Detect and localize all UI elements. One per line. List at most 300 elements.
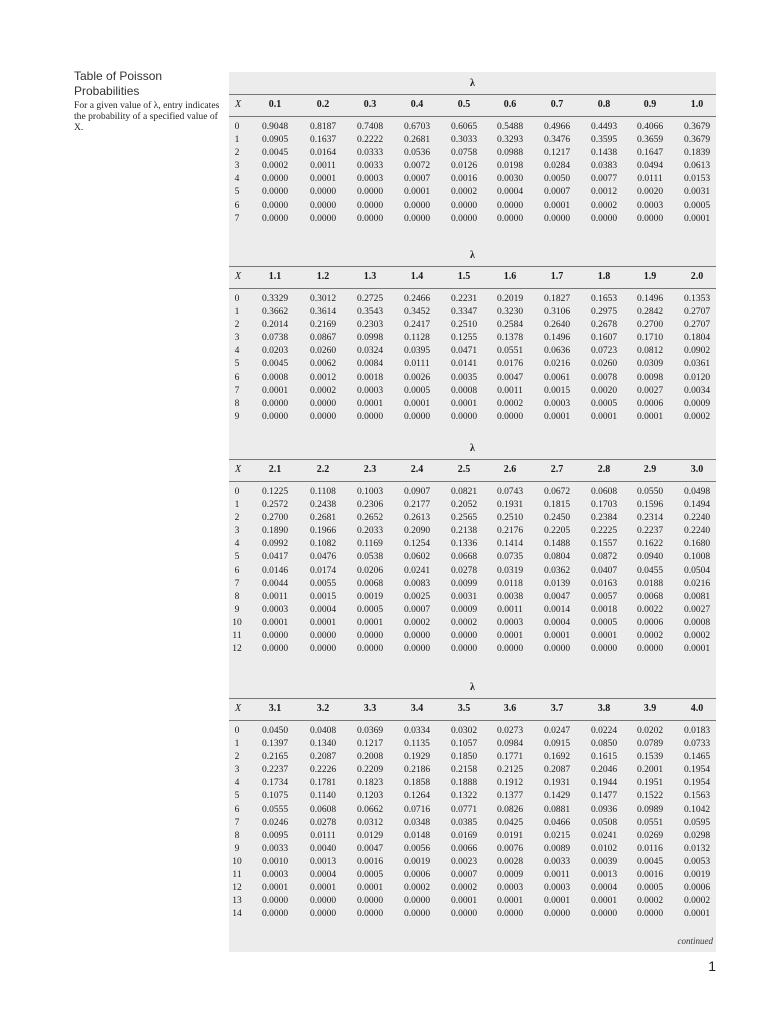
table-row — [229, 135, 716, 148]
page-number: 1 — [708, 958, 716, 974]
probability-cell: 0.0008 — [683, 617, 711, 628]
probability-cell: 0.0001 — [356, 617, 384, 628]
probability-cell: 0.0003 — [496, 617, 524, 628]
probability-cell: 0.0992 — [261, 539, 289, 550]
probability-cell: 0.0001 — [450, 896, 478, 907]
sidebar-caption — [74, 69, 224, 133]
probability-cell: 0.0466 — [543, 817, 571, 828]
probability-cell: 0.7408 — [356, 122, 384, 132]
lambda-column-header: 3.0 — [690, 464, 704, 475]
continued-note: continued — [677, 936, 713, 946]
lambda-column-header: 1.3 — [363, 271, 377, 282]
x-value-cell: 10 — [232, 617, 242, 628]
probability-cell: 0.1496 — [636, 294, 664, 304]
probability-cell: 0.2008 — [356, 752, 384, 763]
probability-cell: 0.1217 — [356, 739, 384, 750]
probability-cell: 0.0260 — [309, 346, 337, 357]
probability-cell: 0.0278 — [309, 817, 337, 828]
probability-cell: 0.0006 — [636, 398, 664, 409]
probability-cell: 0.0998 — [356, 333, 384, 344]
probability-cell: 0.1135 — [404, 739, 430, 750]
probability-cell: 0.0011 — [544, 870, 570, 881]
probability-cell: 0.0319 — [496, 565, 524, 576]
probability-cell: 0.1850 — [450, 752, 478, 763]
probability-cell: 0.0821 — [450, 487, 478, 497]
probability-cell: 0.0033 — [261, 843, 289, 854]
probability-cell: 0.1522 — [636, 791, 664, 802]
probability-cell: 0.0007 — [450, 870, 478, 881]
lambda-column-header: 3.7 — [550, 703, 564, 714]
probability-cell: 0.0940 — [636, 552, 664, 563]
probability-cell: 0.2237 — [261, 765, 289, 776]
probability-cell: 0.0298 — [683, 830, 711, 841]
probability-cell: 0.1703 — [590, 500, 618, 511]
probability-cell: 0.0907 — [403, 487, 431, 497]
probability-cell: 0.0002 — [590, 200, 618, 211]
probability-cell: 0.0001 — [683, 213, 711, 224]
header-row — [229, 698, 716, 721]
probability-cell: 0.0000 — [403, 200, 431, 211]
header-row — [229, 94, 716, 117]
probability-cell: 0.1477 — [590, 791, 618, 802]
probability-cell: 0.2510 — [496, 513, 524, 524]
probability-cell: 0.0098 — [636, 372, 664, 383]
probability-cell: 0.1397 — [261, 739, 289, 750]
probability-cell: 0.0056 — [403, 843, 431, 854]
probability-cell: 0.0000 — [496, 411, 524, 422]
x-value-cell: 7 — [234, 213, 240, 224]
probability-cell: 0.1057 — [450, 739, 478, 750]
probability-cell: 0.2087 — [543, 765, 571, 776]
probability-cell: 0.0001 — [356, 398, 384, 409]
probability-cell: 0.0247 — [543, 726, 571, 736]
table-row — [229, 513, 716, 526]
probability-cell: 0.0099 — [450, 578, 478, 589]
probability-cell: 0.0001 — [261, 617, 289, 628]
probability-cell: 0.1003 — [356, 487, 384, 497]
probability-cell: 0.0476 — [309, 552, 337, 563]
x-value-cell: 2 — [234, 752, 240, 763]
probability-cell: 0.2314 — [636, 513, 664, 524]
probability-cell: 0.0014 — [543, 604, 571, 615]
probability-cell: 0.2438 — [309, 500, 337, 511]
table-row — [229, 896, 716, 909]
x-value-cell: 9 — [234, 411, 240, 422]
probability-cell: 0.0804 — [543, 552, 571, 563]
probability-cell: 0.1931 — [543, 778, 571, 789]
probability-cell: 0.0758 — [450, 148, 478, 159]
probability-cell: 0.0000 — [403, 411, 431, 422]
probability-cell: 0.0000 — [590, 644, 618, 655]
probability-cell: 0.1539 — [636, 752, 664, 763]
probability-cell: 0.8187 — [309, 122, 337, 132]
probability-cell: 0.0174 — [309, 565, 337, 576]
probability-cell: 0.1954 — [683, 778, 711, 789]
probability-cell: 0.0361 — [683, 359, 711, 370]
probability-cell: 0.0771 — [450, 804, 478, 815]
table-row — [229, 818, 716, 831]
probability-cell: 0.0022 — [636, 604, 664, 615]
probability-cell: 0.0008 — [450, 385, 478, 396]
probability-cell: 0.2052 — [450, 500, 478, 511]
probability-cell: 0.0005 — [356, 870, 384, 881]
probability-cell: 0.0009 — [450, 604, 478, 615]
probability-cell: 0.0672 — [543, 487, 571, 497]
x-value-cell: 11 — [232, 631, 242, 642]
probability-cell: 0.0905 — [261, 135, 289, 146]
probability-cell: 0.3595 — [590, 135, 618, 146]
probability-cell: 0.0004 — [309, 870, 337, 881]
probability-cell: 0.0203 — [261, 346, 289, 357]
probability-cell: 0.0030 — [496, 174, 524, 185]
table-row — [229, 333, 716, 346]
probability-cell: 0.1710 — [636, 333, 664, 344]
probability-cell: 0.0026 — [403, 372, 431, 383]
probability-cell: 0.0012 — [309, 372, 337, 383]
probability-cell: 0.0068 — [636, 591, 664, 602]
probability-cell: 0.0595 — [683, 817, 711, 828]
probability-cell: 0.0000 — [450, 909, 478, 920]
probability-cell: 0.0139 — [543, 578, 571, 589]
probability-cell: 0.0988 — [496, 148, 524, 159]
probability-cell: 0.6703 — [403, 122, 431, 132]
probability-cell: 0.0141 — [450, 359, 478, 370]
probability-cell: 0.0003 — [356, 385, 384, 396]
probability-cell: 0.0001 — [356, 883, 384, 894]
probability-cell: 0.0000 — [356, 896, 384, 907]
lambda-column-header: 3.6 — [503, 703, 517, 714]
probability-cell: 0.1622 — [636, 539, 664, 550]
probability-cell: 0.0001 — [543, 896, 571, 907]
probability-cell: 0.0004 — [309, 604, 337, 615]
probability-cell: 0.0002 — [636, 896, 664, 907]
table-row — [229, 870, 716, 883]
probability-cell: 0.0019 — [356, 591, 384, 602]
probability-cell: 0.0000 — [450, 644, 478, 655]
probability-cell: 0.1647 — [636, 148, 664, 159]
probability-cell: 0.2165 — [261, 752, 289, 763]
probability-cell: 0.0164 — [309, 148, 337, 159]
probability-cell: 0.1140 — [310, 791, 336, 802]
probability-cell: 0.2033 — [356, 526, 384, 537]
x-value-cell: 0 — [234, 294, 240, 304]
probability-cell: 0.2205 — [543, 526, 571, 537]
probability-cell: 0.0083 — [403, 578, 431, 589]
probability-cell: 0.1653 — [590, 294, 618, 304]
lambda-symbol: λ — [470, 443, 475, 454]
lambda-column-header: 2.2 — [316, 464, 330, 475]
lambda-column-header: 2.0 — [690, 271, 704, 282]
probability-cell: 0.0002 — [261, 161, 289, 172]
probability-cell: 0.0000 — [590, 213, 618, 224]
probability-cell: 0.0020 — [636, 187, 664, 198]
probability-cell: 0.0025 — [403, 591, 431, 602]
probability-cell: 0.1951 — [636, 778, 664, 789]
table-row — [229, 752, 716, 765]
probability-cell: 0.0202 — [636, 726, 664, 736]
probability-cell: 0.0011 — [262, 591, 288, 602]
probability-cell: 0.2466 — [403, 294, 431, 304]
table-row — [229, 320, 716, 333]
lambda-symbol: λ — [470, 682, 475, 693]
probability-cell: 0.1429 — [543, 791, 571, 802]
probability-cell: 0.1804 — [683, 333, 711, 344]
x-value-cell: 9 — [234, 604, 240, 615]
table-row — [229, 552, 716, 565]
x-value-cell: 6 — [234, 200, 240, 211]
probability-cell: 0.0450 — [261, 726, 289, 736]
probability-cell: 0.1465 — [683, 752, 711, 763]
probability-cell: 0.2681 — [309, 513, 337, 524]
probability-cell: 0.1217 — [543, 148, 571, 159]
probability-cell: 0.0002 — [683, 896, 711, 907]
probability-cell: 0.0002 — [496, 398, 524, 409]
probability-cell: 0.0045 — [636, 856, 664, 867]
probability-cell: 0.0000 — [543, 644, 571, 655]
probability-cell: 0.3347 — [450, 307, 478, 318]
probability-cell: 0.1377 — [496, 791, 524, 802]
probability-cell: 0.1596 — [636, 500, 664, 511]
probability-cell: 0.0001 — [496, 631, 524, 642]
probability-cell: 0.4493 — [590, 122, 618, 132]
probability-cell: 0.0016 — [450, 174, 478, 185]
probability-cell: 0.2725 — [356, 294, 384, 304]
probability-cell: 0.0902 — [683, 346, 711, 357]
lambda-column-header: 2.1 — [268, 464, 282, 475]
table-row — [229, 739, 716, 752]
probability-cell: 0.0312 — [356, 817, 384, 828]
probability-cell: 0.0385 — [450, 817, 478, 828]
probability-cell: 0.0005 — [590, 617, 618, 628]
probability-cell: 0.0000 — [403, 644, 431, 655]
probability-cell: 0.1890 — [261, 526, 289, 537]
probability-cell: 0.0045 — [261, 148, 289, 159]
lambda-column-header: 0.9 — [643, 99, 657, 110]
x-value-cell: 6 — [234, 804, 240, 815]
probability-cell: 0.0006 — [403, 870, 431, 881]
probability-cell: 0.0146 — [261, 565, 289, 576]
probability-cell: 0.2158 — [450, 765, 478, 776]
x-value-cell: 3 — [234, 161, 240, 172]
probability-cell: 0.0011 — [497, 604, 523, 615]
lambda-column-header: 2.4 — [410, 464, 424, 475]
probability-cell: 0.0613 — [683, 161, 711, 172]
probability-cell: 0.2046 — [590, 765, 618, 776]
probability-cell: 0.0006 — [683, 883, 711, 894]
probability-cell: 0.0000 — [356, 200, 384, 211]
lambda-column-header: 1.7 — [550, 271, 564, 282]
probability-cell: 0.1734 — [261, 778, 289, 789]
probability-cell: 0.0078 — [590, 372, 618, 383]
probability-cell: 0.0055 — [309, 578, 337, 589]
probability-cell: 0.0001 — [543, 200, 571, 211]
table-row — [229, 566, 716, 579]
probability-cell: 0.1169 — [357, 539, 383, 550]
probability-cell: 0.0000 — [261, 213, 289, 224]
probability-cell: 0.4966 — [543, 122, 571, 132]
probability-cell: 0.1488 — [543, 539, 571, 550]
lambda-column-header: 3.2 — [316, 703, 330, 714]
probability-cell: 0.0302 — [450, 726, 478, 736]
probability-cell: 0.0743 — [496, 487, 524, 497]
table-row — [229, 539, 716, 552]
probability-cell: 0.1496 — [543, 333, 571, 344]
table-row — [229, 631, 716, 644]
probability-cell: 0.2222 — [356, 135, 384, 146]
table-row — [229, 161, 716, 174]
probability-cell: 0.0169 — [450, 830, 478, 841]
lambda-column-header: 1.2 — [316, 271, 330, 282]
lambda-column-header: 0.7 — [550, 99, 564, 110]
probability-cell: 0.0455 — [636, 565, 664, 576]
probability-cell: 0.0076 — [496, 843, 524, 854]
probability-cell: 0.0348 — [403, 817, 431, 828]
table-row — [229, 294, 716, 307]
probability-cell: 0.1108 — [310, 487, 336, 497]
probability-cell: 0.0072 — [403, 161, 431, 172]
probability-cell: 0.3452 — [403, 307, 431, 318]
probability-cell: 0.0081 — [683, 591, 711, 602]
probability-cell: 0.0111 — [310, 830, 336, 841]
probability-cell: 0.0005 — [590, 398, 618, 409]
probability-cell: 0.3106 — [543, 307, 571, 318]
probability-cell: 0.0062 — [309, 359, 337, 370]
probability-cell: 0.0000 — [496, 200, 524, 211]
lambda-column-header: 0.6 — [503, 99, 517, 110]
probability-cell: 0.2237 — [636, 526, 664, 537]
probability-cell: 0.0000 — [496, 644, 524, 655]
probability-cell: 0.0129 — [356, 830, 384, 841]
probability-cell: 0.0111 — [404, 359, 430, 370]
probability-cell: 0.1781 — [309, 778, 337, 789]
probability-cell: 0.1082 — [309, 539, 337, 550]
x-value-cell: 5 — [234, 552, 240, 563]
probability-cell: 0.1839 — [683, 148, 711, 159]
table-row — [229, 857, 716, 870]
probability-cell: 0.0471 — [450, 346, 478, 357]
probability-cell: 0.0002 — [450, 617, 478, 628]
probability-cell: 0.2090 — [403, 526, 431, 537]
probability-cell: 0.0034 — [683, 385, 711, 396]
x-value-cell: 5 — [234, 359, 240, 370]
table-row — [229, 605, 716, 618]
probability-cell: 0.0001 — [309, 174, 337, 185]
probability-cell: 0.0273 — [496, 726, 524, 736]
probability-cell: 0.1438 — [590, 148, 618, 159]
table-row — [229, 487, 716, 500]
probability-cell: 0.0215 — [543, 830, 571, 841]
probability-cell: 0.0936 — [590, 804, 618, 815]
probability-cell: 0.0118 — [497, 578, 523, 589]
probability-cell: 0.0000 — [356, 213, 384, 224]
probability-cell: 0.0028 — [496, 856, 524, 867]
probability-cell: 0.0000 — [309, 398, 337, 409]
probability-cell: 0.2975 — [590, 307, 618, 318]
probability-cell: 0.0000 — [261, 411, 289, 422]
probability-cell: 0.0040 — [309, 843, 337, 854]
probability-cell: 0.0504 — [683, 565, 711, 576]
probability-cell: 0.0278 — [450, 565, 478, 576]
probability-cell: 0.0000 — [309, 631, 337, 642]
table-row — [229, 618, 716, 631]
table-row — [229, 909, 716, 922]
probability-cell: 0.2014 — [261, 320, 289, 331]
probability-cell: 0.1912 — [496, 778, 524, 789]
probability-cell: 0.0050 — [543, 174, 571, 185]
table-row — [229, 148, 716, 161]
probability-cell: 0.0000 — [261, 187, 289, 198]
probability-cell: 0.0019 — [683, 870, 711, 881]
probability-cell: 0.0000 — [309, 213, 337, 224]
probability-cell: 0.0000 — [261, 200, 289, 211]
x-value-cell: 4 — [234, 174, 240, 185]
probability-cell: 0.0000 — [403, 896, 431, 907]
probability-cell: 0.1203 — [356, 791, 384, 802]
probability-cell: 0.0738 — [261, 333, 289, 344]
probability-cell: 0.0000 — [356, 411, 384, 422]
table-row — [229, 765, 716, 778]
probability-cell: 0.0000 — [636, 644, 664, 655]
probability-cell: 0.0001 — [683, 909, 711, 920]
probability-cell: 0.0001 — [683, 644, 711, 655]
probability-cell: 0.0061 — [543, 372, 571, 383]
probability-cell: 0.1827 — [543, 294, 571, 304]
lambda-column-header: 0.8 — [597, 99, 611, 110]
probability-cell: 0.0000 — [261, 174, 289, 185]
probability-cell: 0.1815 — [543, 500, 571, 511]
probability-cell: 0.1823 — [356, 778, 384, 789]
probability-cell: 0.2681 — [403, 135, 431, 146]
lambda-column-header: 1.0 — [690, 99, 704, 110]
probability-cell: 0.1557 — [590, 539, 618, 550]
probability-cell: 0.0038 — [496, 591, 524, 602]
x-value-cell: 6 — [234, 372, 240, 383]
probability-cell: 0.1944 — [590, 778, 618, 789]
probability-cell: 0.0608 — [309, 804, 337, 815]
probability-cell: 0.2700 — [636, 320, 664, 331]
probability-cell: 0.3662 — [261, 307, 289, 318]
probability-cell: 0.0000 — [403, 909, 431, 920]
probability-cell: 0.0812 — [636, 346, 664, 357]
probability-cell: 0.0000 — [496, 213, 524, 224]
probability-cell: 0.0031 — [450, 591, 478, 602]
probability-cell: 0.0000 — [309, 896, 337, 907]
probability-cell: 0.0004 — [590, 883, 618, 894]
probability-cell: 0.0206 — [356, 565, 384, 576]
probability-cell: 0.0723 — [590, 346, 618, 357]
probability-cell: 0.0033 — [543, 856, 571, 867]
probability-cell: 0.2226 — [309, 765, 337, 776]
table-row — [229, 526, 716, 539]
lambda-column-header: 0.3 — [363, 99, 377, 110]
lambda-column-header: 3.3 — [363, 703, 377, 714]
probability-cell: 0.2306 — [356, 500, 384, 511]
probability-cell: 0.2450 — [543, 513, 571, 524]
probability-cell: 0.2177 — [403, 500, 431, 511]
probability-cell: 0.0608 — [590, 487, 618, 497]
probability-cell: 0.2384 — [590, 513, 618, 524]
probability-cell: 0.1966 — [309, 526, 337, 537]
lambda-column-header: 1.6 — [503, 271, 517, 282]
probability-cell: 0.0216 — [543, 359, 571, 370]
table-row — [229, 307, 716, 320]
lambda-column-header: 1.8 — [597, 271, 611, 282]
x-value-cell: 6 — [234, 565, 240, 576]
probability-cell: 0.2138 — [450, 526, 478, 537]
probability-cell: 0.6065 — [450, 122, 478, 132]
probability-cell: 0.0241 — [590, 830, 618, 841]
probability-cell: 0.1336 — [450, 539, 478, 550]
